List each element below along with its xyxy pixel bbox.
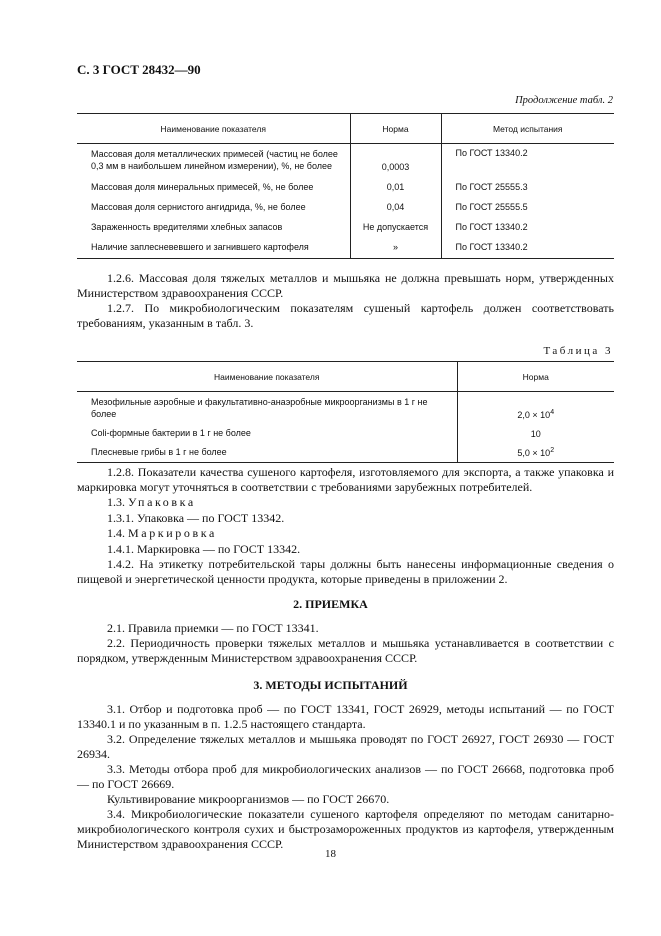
table3-cell-norm [457, 441, 614, 463]
paragraph-1-4-number: 1.4. [107, 526, 125, 540]
section-2-heading: 2. ПРИЕМКА [293, 597, 368, 611]
table2-cell-name: Массовая доля металлических примесей (частиц не более 0,3 мм в наибольшем линейном измерении), %, не более [91, 149, 338, 171]
paragraph-1-2-8: 1.2.8. Показатели качества сушеного картофеля, изготовляемого для экспорта, а также упаковка и маркировка могут уточняться в соответствии с требованиями зарубежных потребителей. [77, 465, 614, 494]
section-3-heading: 3. МЕТОДЫ ИСПЫТАНИЙ [253, 678, 408, 692]
table-row [77, 194, 614, 214]
table2-cell-name: Зараженность вредителями хлебных запасов [91, 222, 283, 232]
table-row [77, 144, 614, 175]
paragraph-1-3-number: 1.3. [107, 495, 125, 509]
table3-col-norm: Норма [457, 362, 614, 392]
table2-cell-method: По ГОСТ 13340.2 [441, 214, 614, 234]
table3-cell-norm [457, 392, 614, 423]
paragraph-1-4 [77, 526, 614, 541]
table2-cell-method: По ГОСТ 25555.5 [441, 194, 614, 214]
table2-cell-norm: » [350, 234, 441, 259]
table3-norm-base: 5,0 × 10 [517, 448, 551, 458]
table3-cell-name: Coli-формные бактерии в 1 г не более [91, 428, 251, 438]
table-row [77, 234, 614, 259]
table-row [77, 422, 614, 441]
table-row [77, 441, 614, 463]
table3-norm-exponent: 2 [550, 447, 555, 454]
paragraph-1-2-7: 1.2.7. По микробиологическим показателям сушеный картофель должен соответствовать требованиям, указанным в табл. 3. [77, 301, 614, 330]
table2-cell-name: Наличие заплесневевшего и загнившего картофеля [77, 234, 350, 259]
table-2 [77, 113, 614, 259]
table3-norm-base: 10 [530, 429, 541, 439]
table2-cell-name: Массовая доля сернистого ангидрида, %, не более [91, 202, 306, 212]
paragraph-3-3-cultivation: Культивирование микроорганизмов — по ГОСТ 26670. [107, 792, 390, 806]
table2-col-name: Наименование показателя [77, 114, 350, 144]
table3-caption: Таблица 3 [543, 345, 613, 357]
paragraph-1-4-title: Маркировка [128, 526, 217, 540]
table3-cell-name: Плесневые грибы в 1 г не более [77, 441, 457, 463]
page-number: 18 [325, 848, 336, 860]
table3-header-row [77, 362, 614, 392]
paragraph-3-1: 3.1. Отбор и подготовка проб — по ГОСТ 13341, ГОСТ 26929, методы испытаний — по ГОСТ 13340.1 и по указанным в п. 1.2.5 настоящего стандарта. [77, 702, 614, 731]
table2-cell-norm: 0,0003 [350, 144, 441, 175]
table2-cell-name: Массовая доля минеральных примесей, %, не более [91, 182, 314, 192]
table3-col-name: Наименование показателя [77, 362, 457, 392]
paragraph-3-2: 3.2. Определение тяжелых металлов и мышьяка проводят по ГОСТ 26927, ГОСТ 26930 — ГОСТ 26934. [77, 732, 614, 761]
table-3 [77, 361, 614, 463]
table2-cell-method: По ГОСТ 13340.2 [441, 144, 614, 175]
table-row [77, 214, 614, 234]
paragraph-1-4-2: 1.4.2. На этикетку потребительской тары должны быть нанесены информационные сведения о пищевой и энергетической ценности продукта, которые приведены в приложении 2. [77, 557, 614, 586]
table2-continuation: Продолжение табл. 2 [515, 95, 613, 106]
table2-cell-norm: 0,01 [350, 174, 441, 194]
table2-cell-norm: Не допускается [350, 214, 441, 234]
table3-cell-norm [457, 422, 614, 441]
table3-cell-name: Мезофильные аэробные и факультативно-анаэробные микроорганизмы в 1 г не более [91, 397, 428, 419]
paragraph-1-2-6: 1.2.6. Массовая доля тяжелых металлов и мышьяка не должна превышать норм, утвержденных Министерством здравоохранения СССР. [77, 271, 614, 300]
paragraph-2-1: 2.1. Правила приемки — по ГОСТ 13341. [107, 621, 319, 635]
paragraph-1-3-title: Упаковка [128, 495, 196, 509]
paragraph-1-3-1: 1.3.1. Упаковка — по ГОСТ 13342. [107, 511, 285, 525]
paragraph-3-3: 3.3. Методы отбора проб для микробиологических анализов — по ГОСТ 26668, подготовка проб — по ГОСТ 26669. [77, 762, 614, 791]
table2-col-norm: Норма [350, 114, 441, 144]
paragraph-2-2: 2.2. Периодичность проверки тяжелых металлов и мышьяка устанавливается в соответствии с порядком, утвержденным Министерством здравоохранения СССР. [77, 636, 614, 665]
table2-col-method: Метод испытания [441, 114, 614, 144]
page-header: С. 3 ГОСТ 28432—90 [77, 62, 201, 77]
paragraph-1-3 [77, 495, 614, 510]
table3-norm-base: 2,0 × 10 [517, 410, 551, 420]
table2-cell-method: По ГОСТ 13340.2 [441, 234, 614, 259]
paragraph-3-4: 3.4. Микробиологические показатели сушеного картофеля определяют по методам санитарно-микробиологического контроля сухих и быстрозамороженных продуктов из картофеля, утвержденным Министерством здравоохранения СССР. [77, 807, 614, 851]
table2-cell-norm: 0,04 [350, 194, 441, 214]
table2-header-row [77, 114, 614, 144]
table2-cell-method: По ГОСТ 25555.3 [441, 174, 614, 194]
table3-norm-exponent: 4 [550, 409, 555, 416]
paragraph-1-4-1: 1.4.1. Маркировка — по ГОСТ 13342. [107, 542, 301, 556]
table-row [77, 392, 614, 423]
table-row [77, 174, 614, 194]
